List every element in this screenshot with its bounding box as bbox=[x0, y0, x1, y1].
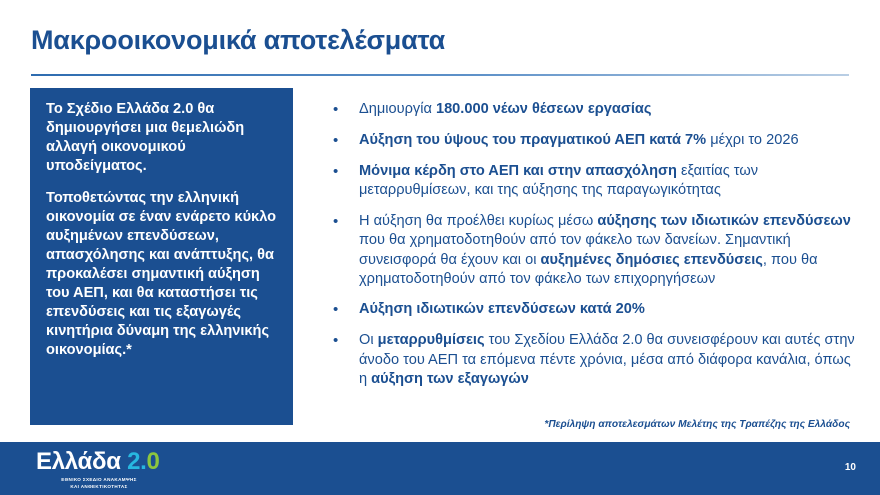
bullet-emphasis: Αύξηση του ύψους του πραγματικού ΑΕΠ κατά 7% bbox=[359, 131, 707, 148]
list-item bbox=[328, 162, 858, 201]
bullet-plain: Η αύξηση θα προέλθει κυρίως μέσω bbox=[359, 212, 598, 229]
list-item bbox=[328, 131, 858, 151]
bullet-emphasis: αυξημένες δημόσιες επενδύσεις bbox=[540, 251, 763, 268]
bullet-private-investment-source bbox=[359, 212, 858, 290]
list-item bbox=[328, 331, 858, 389]
logo-subtitle bbox=[38, 477, 160, 490]
results-bullet-list bbox=[328, 100, 858, 400]
page-title: Μακροοικονομικά αποτελέσματα bbox=[31, 25, 445, 55]
bullet-emphasis: Αύξηση ιδιωτικών επενδύσεων κατά 20% bbox=[359, 301, 645, 318]
logo-version-zero: 0 bbox=[146, 448, 160, 475]
bullet-marker-icon: • bbox=[333, 162, 339, 180]
bullet-plain: του Σχεδίου Ελλάδα 2.0 θα συνεισφέρουν και αυτές στην άνοδο του ΑΕΠ τα επόμενα πέντε χρόνια, μέσα από διάφορα κανάλια, όπως η bbox=[359, 332, 855, 388]
logo-subtitle-line-2: ΚΑΙ ΑΝΘΕΚΤΙΚΟΤΗΤΑΣ bbox=[70, 483, 128, 489]
bullet-marker-icon: • bbox=[333, 212, 339, 230]
bullet-permanent-gains bbox=[359, 162, 858, 201]
summary-callout-box bbox=[30, 88, 293, 425]
greece-2-0-logo bbox=[36, 450, 266, 490]
bullet-plain: Δημιουργία bbox=[359, 101, 436, 117]
bullet-emphasis: Μόνιμα κέρδη στο ΑΕΠ και στην απασχόληση bbox=[359, 162, 677, 179]
list-item bbox=[328, 100, 858, 120]
callout-paragraph: Τοποθετώντας την ελληνική οικονομία σε έναν ενάρετο κύκλο αυξημένων επενδύσεων, απασχόλησης και ανάπτυξης, θα προκαλέσει σημαντική αύξηση του ΑΕΠ, και θα καταστήσει τις επενδύσεις και τις εξαγωγές κινητήρια δύναμη της ελληνικής οικονομίας.* bbox=[46, 189, 277, 358]
bullet-plain: εξαιτίας των μεταρρυθμίσεων, και της αύξησης της παραγωγικότητας bbox=[359, 162, 759, 199]
footnote: *Περίληψη αποτελεσμάτων Μελέτης της Τραπέζης της Ελλάδος bbox=[544, 419, 850, 430]
logo-version-two: 2 bbox=[127, 448, 141, 475]
bullet-emphasis: 180.000 νέων θέσεων εργασίας bbox=[435, 101, 652, 117]
bullet-marker-icon: • bbox=[333, 301, 339, 319]
bullet-jobs bbox=[359, 100, 858, 119]
bullet-emphasis: μεταρρυθμίσεις bbox=[377, 332, 485, 349]
bullet-marker-icon: • bbox=[333, 332, 339, 350]
bullet-plain: Οι bbox=[359, 332, 378, 349]
list-item bbox=[328, 300, 858, 320]
logo-version-dot: . bbox=[140, 448, 147, 475]
logo-subtitle-line-1: ΕΘΝΙΚΟ ΣΧΕΔΙΟ ΑΝΑΚΑΜΨΗΣ bbox=[61, 477, 137, 482]
list-item bbox=[328, 212, 858, 290]
bullet-plain: που θα χρηματοδοτηθούν από τον φάκελο των δανείων. Σημαντική συνεισφορά θα έχουν και οι bbox=[359, 232, 791, 268]
logo-word-text: Ελλάδα bbox=[36, 448, 121, 475]
bullet-plain: μέχρι το 2026 bbox=[706, 131, 799, 148]
bullet-plain: , που θα χρηματοδοτηθούν από τον φάκελο των επιχορηγήσεων bbox=[359, 251, 818, 287]
bullet-emphasis: αύξησης των ιδιωτικών επενδύσεων bbox=[597, 212, 851, 229]
bullet-gdp-growth bbox=[359, 131, 858, 150]
page-number: 10 bbox=[844, 462, 856, 473]
bullet-reforms bbox=[359, 331, 858, 389]
bullet-private-investment-20 bbox=[359, 300, 858, 319]
bullet-marker-icon: • bbox=[333, 101, 339, 118]
callout-paragraph: Το Σχέδιο Ελλάδα 2.0 θα δημιουργήσει μια θεμελιώδη αλλαγή οικονομικού υποδείγματος. bbox=[46, 101, 245, 174]
bullet-emphasis: αύξηση των εξαγωγών bbox=[371, 371, 529, 388]
bullet-marker-icon: • bbox=[333, 131, 339, 149]
logo-wordmark bbox=[36, 450, 266, 474]
title-divider bbox=[31, 74, 849, 76]
